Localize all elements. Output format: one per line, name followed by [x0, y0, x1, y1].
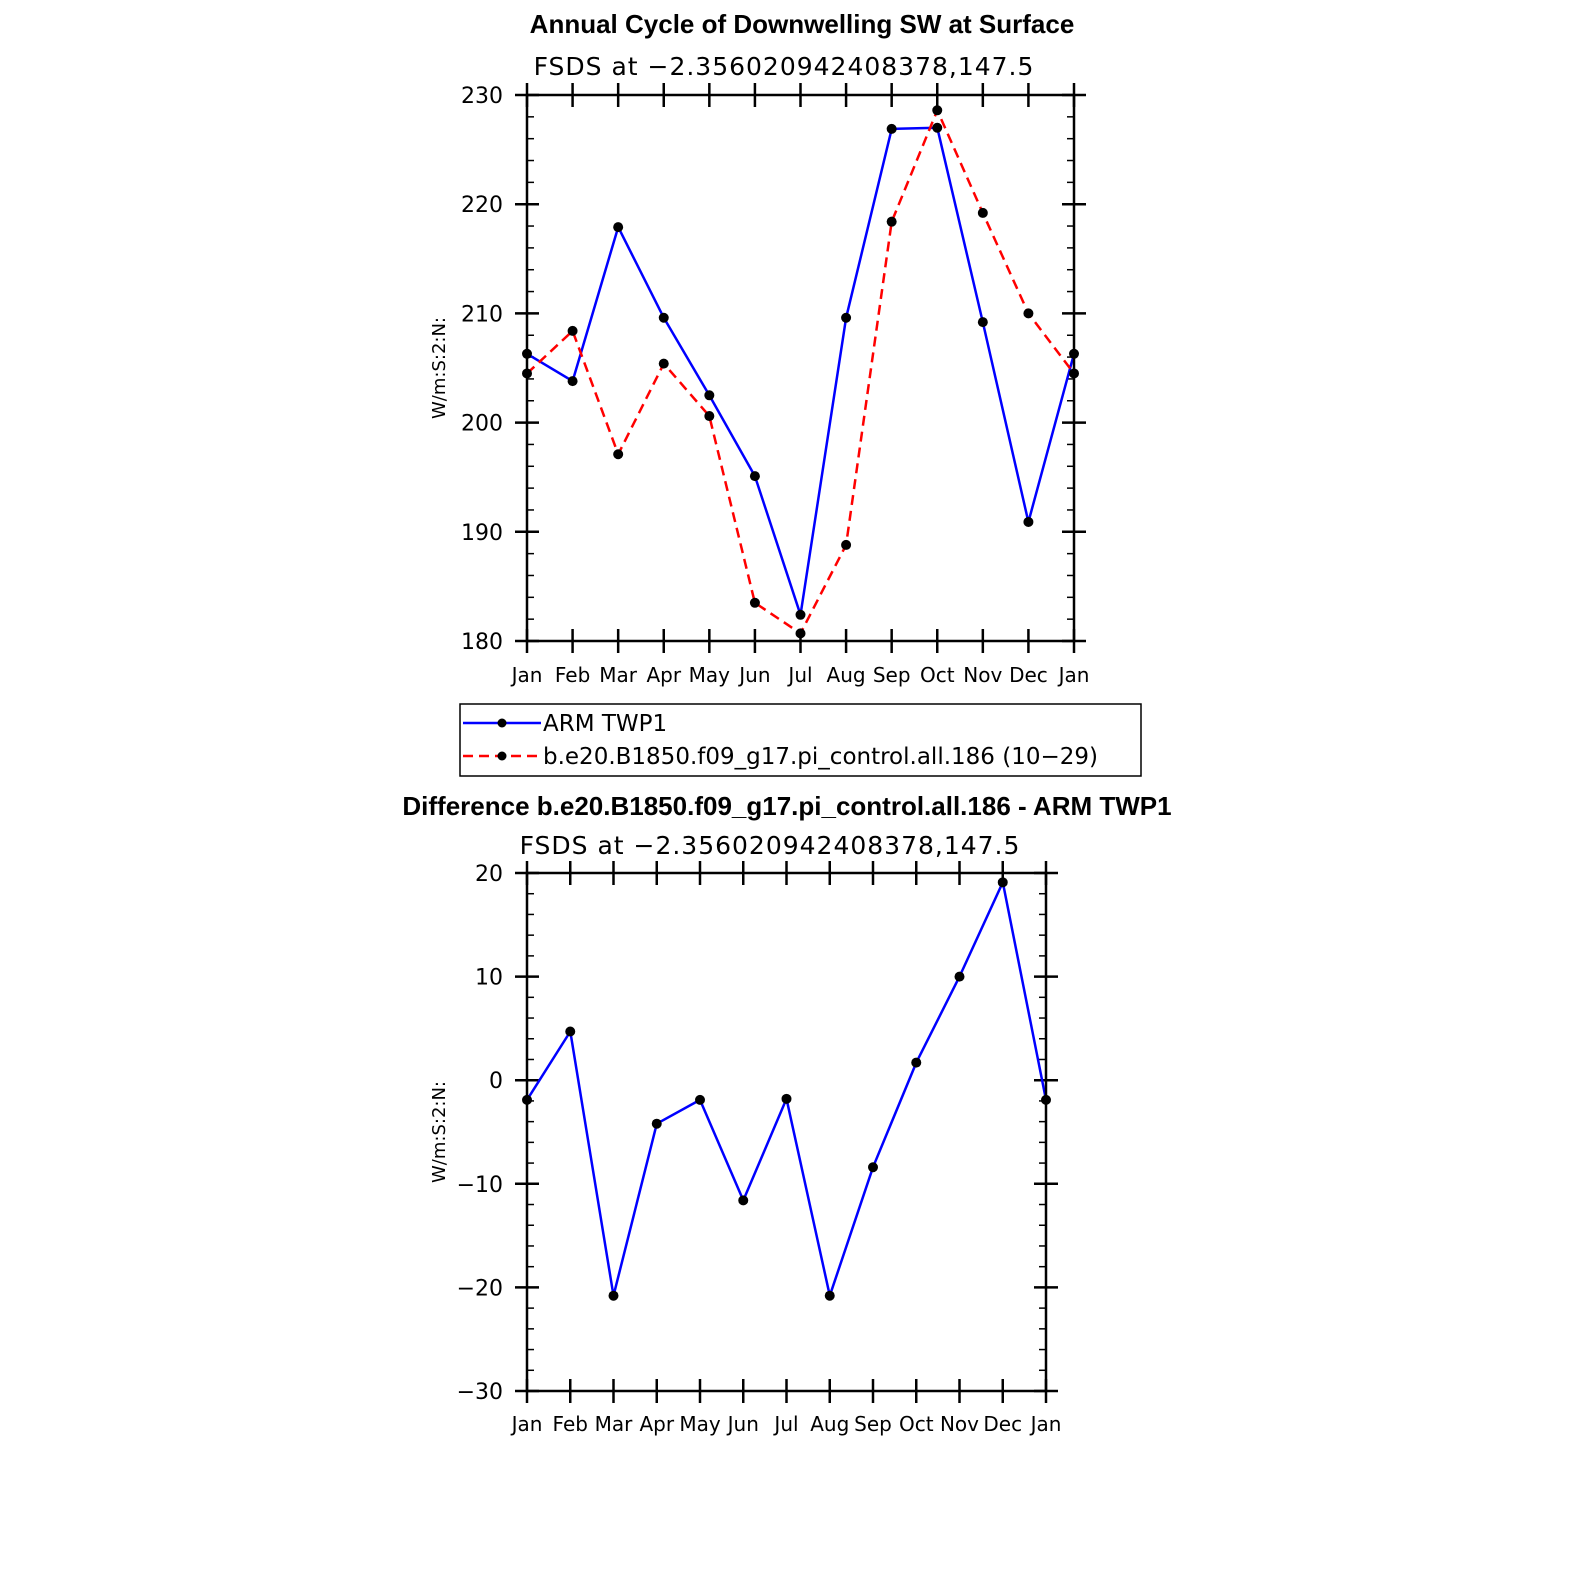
x-tick-labels — [510, 663, 1090, 687]
data-point-s1 — [568, 326, 578, 336]
data-point-s0 — [887, 124, 897, 134]
difference-panel — [402, 791, 1171, 1436]
x-tick-label: Apr — [639, 1412, 675, 1436]
series-line-1 — [527, 110, 1074, 633]
legend-item-model — [463, 744, 1098, 770]
x-tick-label: Aug — [826, 663, 866, 687]
data-point-s1 — [887, 217, 897, 227]
plot-frame — [527, 873, 1046, 1391]
data-point-s0 — [609, 1291, 619, 1301]
x-tick-label: Sep — [854, 1412, 892, 1436]
x-tick-label: Oct — [898, 1412, 934, 1436]
x-tick-label: Jul — [788, 663, 813, 687]
y-tick-label: 230 — [461, 84, 503, 109]
legend — [460, 704, 1141, 776]
data-point-s0 — [738, 1195, 748, 1205]
data-point-s0 — [955, 972, 965, 982]
x-tick-label: Oct — [919, 663, 955, 687]
y-tick-label: 0 — [489, 1069, 503, 1095]
data-point-s0 — [841, 313, 851, 323]
x-tick-label: Jul — [774, 1412, 799, 1436]
legend-marker-arm — [498, 719, 507, 728]
legend-label-arm: ARM TWP1 — [543, 711, 668, 737]
tick-marks — [515, 83, 1086, 653]
data-point-s1 — [750, 598, 760, 608]
x-tick-label: Jan — [511, 1412, 543, 1436]
data-point-s0 — [652, 1119, 662, 1129]
chart-subtitle: FSDS at −2.356020942408378,147.5 — [533, 52, 1035, 81]
data-point-s0 — [695, 1095, 705, 1105]
x-tick-label: Jan — [1058, 663, 1090, 687]
data-point-s0 — [868, 1162, 878, 1172]
x-tick-label: Feb — [554, 663, 591, 687]
x-tick-label: Mar — [594, 1412, 633, 1436]
data-point-s1 — [704, 411, 714, 421]
chart-subtitle: FSDS at −2.356020942408378,147.5 — [519, 831, 1021, 860]
x-tick-label: Aug — [810, 1412, 850, 1436]
x-tick-label: Sep — [872, 663, 911, 687]
y-tick-label: 220 — [461, 193, 503, 219]
x-tick-label: Jan — [1030, 1412, 1062, 1436]
y-axis-label: W/m:S:2:N: — [429, 1081, 450, 1183]
data-point-s0 — [998, 877, 1008, 887]
chart-title: Annual Cycle of Downwelling SW at Surface — [529, 9, 1075, 39]
series-line-0 — [527, 882, 1046, 1295]
legend-marker-model — [498, 752, 507, 761]
y-tick-label: 180 — [461, 630, 503, 655]
data-point-s0 — [659, 313, 669, 323]
data-point-s1 — [978, 208, 988, 218]
data-points — [522, 105, 1079, 638]
x-tick-label: Jan — [511, 663, 543, 687]
legend-label-model: b.e20.B1850.f09_g17.pi_control.all.186 (10−29) — [543, 744, 1098, 770]
x-tick-label: Jun — [739, 663, 771, 687]
x-tick-label: Apr — [646, 663, 682, 687]
plot-frame — [527, 95, 1074, 641]
y-tick-label: 10 — [475, 965, 503, 991]
x-tick-label: Mar — [599, 663, 638, 687]
data-point-s0 — [978, 317, 988, 327]
data-point-s0 — [1023, 517, 1033, 527]
data-point-s1 — [1023, 308, 1033, 318]
data-point-s0 — [911, 1058, 921, 1068]
data-point-s0 — [825, 1291, 835, 1301]
annual-cycle-panel — [429, 9, 1089, 687]
data-point-s1 — [796, 628, 806, 638]
x-tick-label: May — [688, 663, 731, 687]
data-point-s0 — [704, 390, 714, 400]
series-line-0 — [527, 128, 1074, 615]
data-point-s0 — [932, 123, 942, 133]
x-tick-label: Dec — [983, 1412, 1023, 1436]
y-tick-label: 190 — [461, 520, 503, 546]
data-point-s0 — [796, 610, 806, 620]
chart-title: Difference b.e20.B1850.f09_g17.pi_control.all.186 - ARM TWP1 — [402, 791, 1172, 821]
data-point-s1 — [659, 359, 669, 369]
x-tick-labels — [510, 1412, 1062, 1436]
y-tick-label: 200 — [461, 411, 503, 437]
data-point-s0 — [568, 376, 578, 386]
y-tick-labels — [461, 84, 503, 655]
y-tick-label: 210 — [461, 302, 503, 328]
x-tick-label: Feb — [552, 1412, 588, 1436]
x-tick-label: Nov — [939, 1412, 980, 1436]
series-lines — [527, 882, 1046, 1295]
data-point-s1 — [613, 449, 623, 459]
data-point-s0 — [613, 222, 623, 232]
x-tick-label: Jun — [727, 1412, 759, 1436]
data-point-s0 — [782, 1094, 792, 1104]
y-tick-labels — [457, 862, 503, 1405]
x-tick-label: May — [679, 1412, 721, 1436]
y-tick-label: −30 — [456, 1380, 503, 1405]
data-point-s1 — [932, 105, 942, 115]
data-point-s1 — [841, 540, 851, 550]
y-tick-label: 20 — [475, 862, 503, 887]
x-tick-label: Nov — [963, 663, 1003, 687]
y-axis-label: W/m:S:2:N: — [429, 317, 450, 419]
data-points — [522, 877, 1051, 1300]
data-point-s0 — [565, 1027, 575, 1037]
y-tick-label: −20 — [456, 1276, 503, 1302]
y-tick-label: −10 — [456, 1172, 503, 1198]
series-lines — [527, 110, 1074, 633]
data-point-s0 — [750, 471, 760, 481]
x-tick-label: Dec — [1009, 663, 1048, 687]
